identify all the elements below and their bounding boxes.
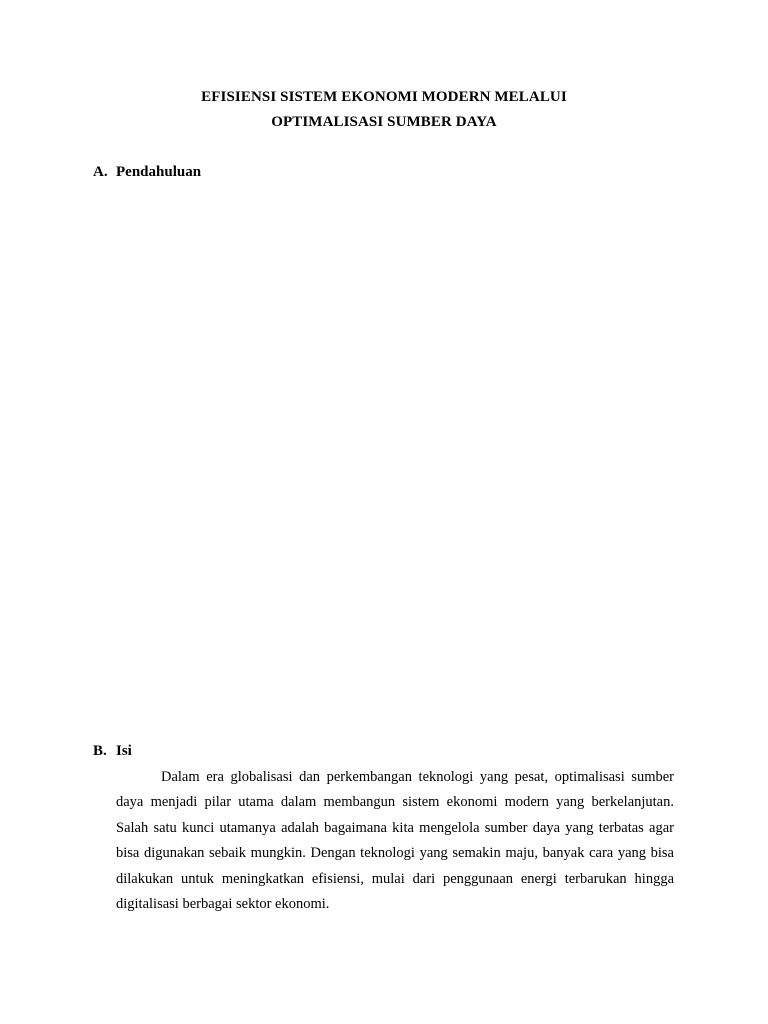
section-title-isi: Isi (116, 743, 132, 759)
document-title-line-1: EFISIENSI SISTEM EKONOMI MODERN MELALUI (201, 89, 567, 105)
section-marker-b: B. (93, 743, 107, 759)
document-title-line-2: OPTIMALISASI SUMBER DAYA (271, 114, 497, 130)
section-heading-isi (93, 742, 132, 760)
section-heading-pendahuluan (93, 163, 201, 181)
section-isi-paragraph: Dalam era globalisasi dan perkembangan teknologi yang pesat, optimalisasi sumber daya menjadi pilar utama dalam membangun sistem ekonomi modern yang berkelanjutan. Salah satu kunci utamanya adalah bagaimana kita mengelola sumber daya yang terbatas agar bisa digunakan sebaik mungkin. Dengan teknologi yang semakin maju, banyak cara yang bisa dilakukan untuk meningkatkan efisiensi, mulai dari penggunaan energi terbarukan hingga digitalisasi berbagai sektor ekonomi. (116, 769, 674, 913)
section-title-pendahuluan: Pendahuluan (116, 164, 202, 180)
section-marker-a: A. (93, 164, 108, 180)
